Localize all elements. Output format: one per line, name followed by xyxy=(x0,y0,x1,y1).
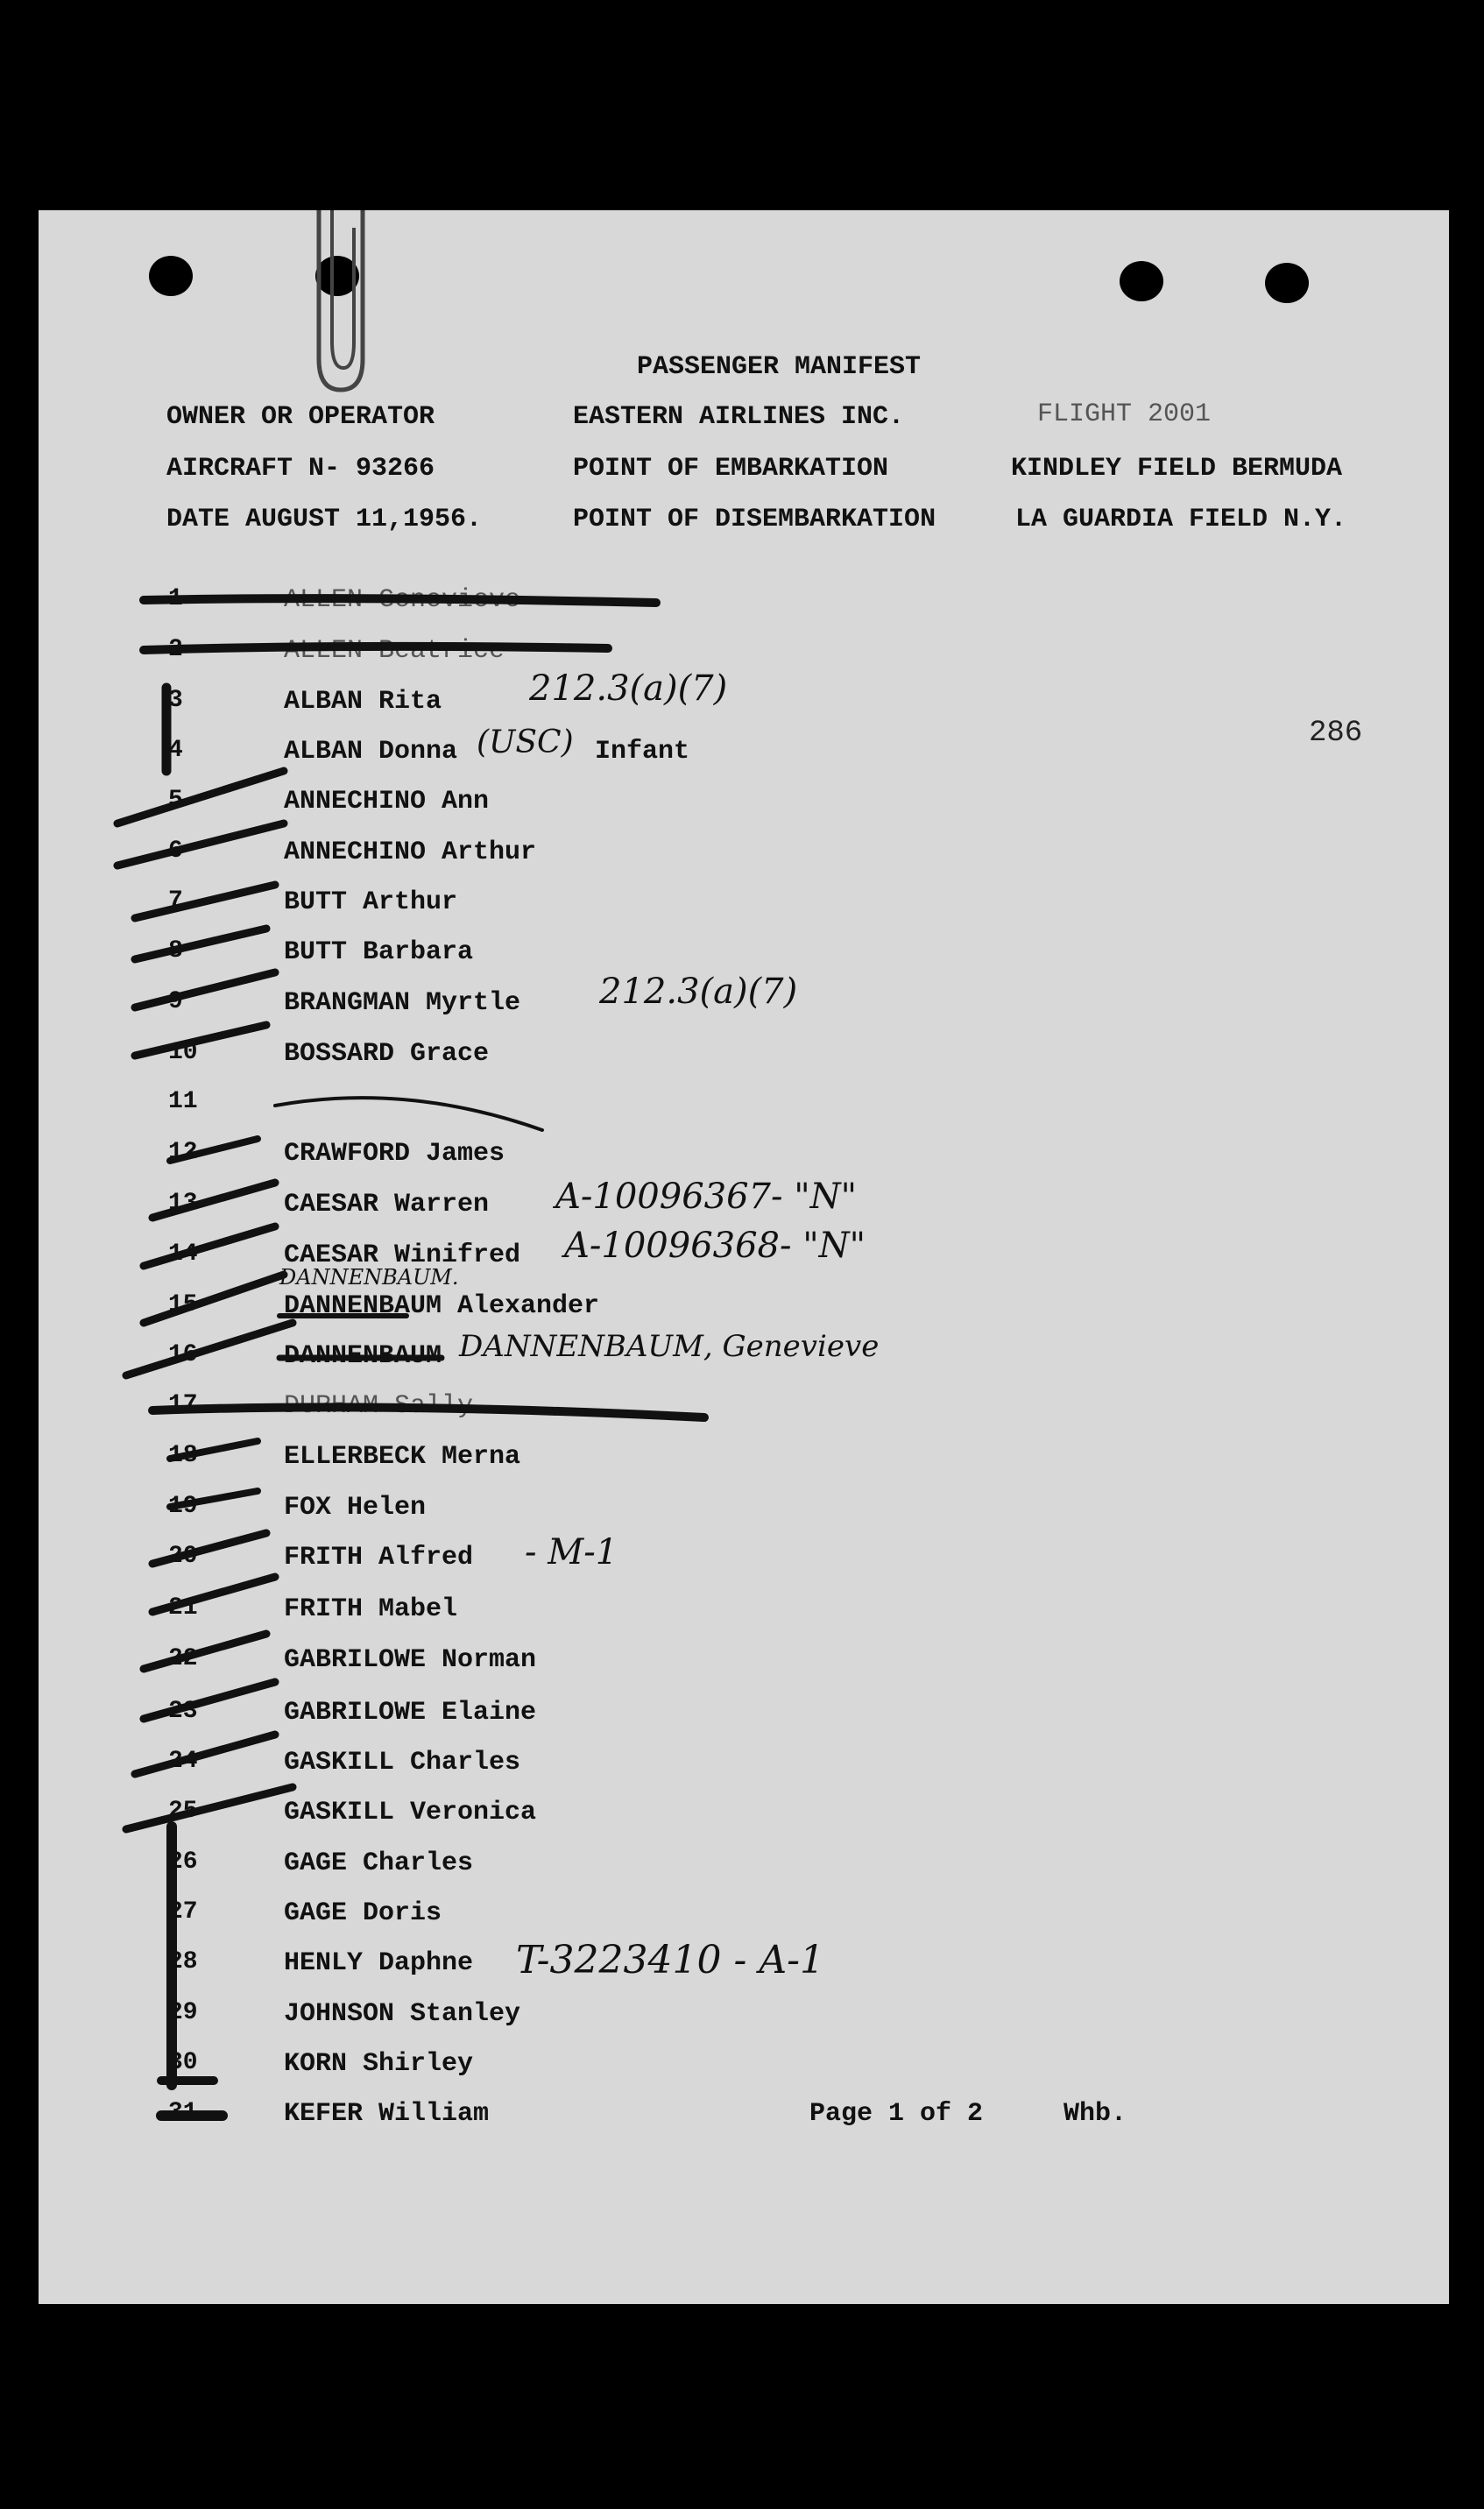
flight-number: FLIGHT 2001 xyxy=(1037,399,1212,429)
annotation-alban-donna-infant: Infant xyxy=(595,737,690,767)
annotation-alban-donna-usc: (USC) xyxy=(477,724,574,760)
check-mark-slash xyxy=(144,1275,284,1323)
row-number: 21 xyxy=(168,1594,198,1622)
strike-line-row-17 xyxy=(152,1407,704,1417)
row-number: 27 xyxy=(168,1898,198,1926)
row-number: 22 xyxy=(168,1645,198,1672)
check-mark-slash xyxy=(170,1139,258,1161)
passenger-name: BUTT Barbara xyxy=(284,937,474,967)
strike-line-row-2 xyxy=(144,647,608,650)
passenger-name: KEFER William xyxy=(284,2099,490,2129)
manifest-sheet xyxy=(39,210,1449,2304)
check-mark-slash xyxy=(144,1226,275,1266)
hand-curve-row-11 xyxy=(275,1098,542,1130)
row-number: 28 xyxy=(168,1948,198,1975)
passenger-name: CAESAR Winifred xyxy=(284,1240,521,1270)
row-number: 16 xyxy=(168,1341,198,1368)
passenger-name: GABRILOWE Elaine xyxy=(284,1698,537,1728)
row-number: 5 xyxy=(168,787,183,814)
passenger-name: BRANGMAN Myrtle xyxy=(284,988,521,1018)
row-number: 24 xyxy=(168,1748,198,1775)
strike-marks xyxy=(39,210,1449,2304)
passenger-name: DURHAM Sally xyxy=(284,1391,474,1421)
row-number: 26 xyxy=(168,1848,198,1876)
row-number: 12 xyxy=(168,1139,198,1166)
passenger-name: FRITH Alfred xyxy=(284,1543,474,1573)
passenger-name: GAGE Doris xyxy=(284,1898,442,1928)
passenger-name: FRITH Mabel xyxy=(284,1594,458,1624)
row-number: 7 xyxy=(168,887,183,915)
passenger-name: DANNENBAUM Alexander xyxy=(284,1291,600,1321)
annotation-frith-alfred: - M-1 xyxy=(525,1532,618,1573)
row-number: 25 xyxy=(168,1798,198,1825)
check-mark-slash xyxy=(152,1533,266,1564)
row-number: 29 xyxy=(168,1999,198,2026)
annotation-alban-rita: 212.3(a)(7) xyxy=(529,668,728,709)
passenger-name: BOSSARD Grace xyxy=(284,1039,490,1069)
row-number: 30 xyxy=(168,2049,198,2076)
row-number: 14 xyxy=(168,1240,198,1268)
passenger-name: BUTT Arthur xyxy=(284,887,458,917)
passenger-name: DANNENBAUM xyxy=(284,1341,442,1371)
passenger-name: GABRILOWE Norman xyxy=(284,1645,537,1675)
disembarkation-label: POINT OF DISEMBARKATION xyxy=(573,505,936,534)
operator-name: EASTERN AIRLINES INC. xyxy=(573,402,905,432)
row-number: 20 xyxy=(168,1543,198,1570)
aircraft-label: AIRCRAFT N- 93266 xyxy=(166,454,435,484)
check-mark-slash xyxy=(170,1441,258,1459)
passenger-name: KORN Shirley xyxy=(284,2049,474,2079)
passenger-name: ALBAN Rita xyxy=(284,687,442,717)
row-number: 10 xyxy=(168,1039,198,1066)
passenger-name: FOX Helen xyxy=(284,1493,427,1523)
row-number: 6 xyxy=(168,838,183,865)
check-mark-slash xyxy=(135,1025,266,1056)
check-mark-slash xyxy=(117,771,284,823)
page-indicator: Page 1 of 2 xyxy=(809,2099,984,2129)
row-number: 3 xyxy=(168,687,183,714)
passenger-name: HENLY Daphne xyxy=(284,1948,474,1978)
check-mark-slash xyxy=(126,1787,293,1829)
row-number: 8 xyxy=(168,937,183,965)
row-number: 19 xyxy=(168,1493,198,1520)
check-mark-slash xyxy=(126,1323,293,1375)
check-mark-slash xyxy=(152,1577,275,1612)
passenger-name: ALBAN Donna xyxy=(284,737,458,767)
passenger-name: ANNECHINO Arthur xyxy=(284,838,537,867)
row-number: 15 xyxy=(168,1291,198,1318)
row-number: 1 xyxy=(168,585,183,612)
check-mark-slash xyxy=(117,823,284,866)
passenger-name: CRAWFORD James xyxy=(284,1139,505,1169)
check-mark-slash xyxy=(135,1735,275,1774)
passenger-name: CAESAR Warren xyxy=(284,1190,490,1219)
check-mark-slash xyxy=(152,1183,275,1218)
disembarkation-value: LA GUARDIA FIELD N.Y. xyxy=(1015,505,1347,534)
row-number: 11 xyxy=(168,1088,198,1115)
passenger-name: ANNECHINO Ann xyxy=(284,787,490,816)
row-number: 31 xyxy=(168,2099,198,2126)
check-mark-slash xyxy=(135,972,275,1007)
annotation-caesar-warren: A-10096367- "N" xyxy=(555,1177,858,1217)
check-mark-slash xyxy=(144,1634,266,1672)
strike-line-row-1 xyxy=(144,598,656,603)
annotation-dannenbaum-genevieve: DANNENBAUM, Genevieve xyxy=(459,1329,880,1364)
row-number: 13 xyxy=(168,1190,198,1217)
stamp-number: 286 xyxy=(1309,717,1363,750)
annotation-dannenbaum-correction: DANNENBAUM. xyxy=(279,1265,459,1290)
check-mark-slash xyxy=(135,929,266,959)
check-mark-slash xyxy=(170,1491,258,1507)
row-number: 17 xyxy=(168,1391,198,1418)
row-number: 2 xyxy=(168,636,183,663)
date-label: DATE AUGUST 11,1956. xyxy=(166,505,483,534)
passenger-name: ELLERBECK Merna xyxy=(284,1442,521,1472)
row-number: 9 xyxy=(168,988,183,1015)
embarkation-value: KINDLEY FIELD BERMUDA xyxy=(1011,454,1343,484)
passenger-name: GAGE Charles xyxy=(284,1848,474,1878)
annotation-henly: T-3223410 - A-1 xyxy=(516,1938,824,1982)
passenger-name: ALLEN Genevieve xyxy=(284,585,521,615)
row-number: 18 xyxy=(168,1442,198,1469)
clerk-initials: Whb. xyxy=(1064,2099,1127,2129)
check-mark-slash xyxy=(135,885,275,918)
annotation-caesar-winifred: A-10096368- "N" xyxy=(564,1226,866,1266)
manifest-title: PASSENGER MANIFEST xyxy=(637,352,922,382)
row-number: 4 xyxy=(168,737,183,764)
passenger-name: JOHNSON Stanley xyxy=(284,1999,521,2029)
check-mark-slash xyxy=(144,1682,275,1719)
passenger-name: ALLEN Beatrice xyxy=(284,636,505,666)
passenger-name: GASKILL Charles xyxy=(284,1748,521,1778)
passenger-name: GASKILL Veronica xyxy=(284,1798,537,1827)
annotation-brangman: 212.3(a)(7) xyxy=(599,972,798,1012)
owner-label: OWNER OR OPERATOR xyxy=(166,402,435,432)
row-number: 23 xyxy=(168,1698,198,1725)
embarkation-label: POINT OF EMBARKATION xyxy=(573,454,889,484)
